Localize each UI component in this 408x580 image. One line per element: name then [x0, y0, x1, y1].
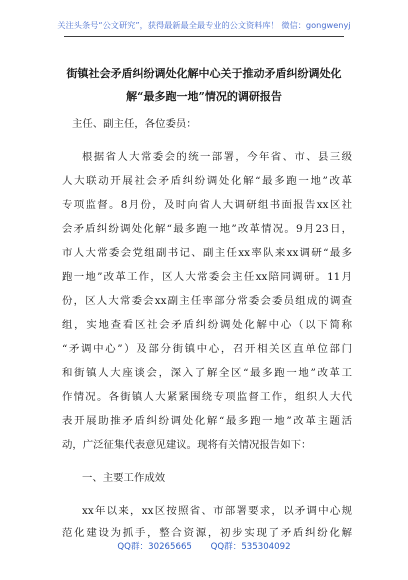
page-footer — [0, 540, 408, 552]
salutation: 主任、副主任，各位委员： — [72, 118, 197, 130]
qq-group-2: QQ群：535304092 — [210, 542, 291, 552]
body-line: 动，广泛征集代表意见建议。现将有关情况报告如下： — [62, 439, 312, 451]
body-line: “矛调中心”）及部分街镇中心，召开相关区直单位部门 — [62, 343, 352, 355]
document-title — [46, 62, 362, 108]
body-line: 跑一地”改革工作，区人大常委会主任xx陪同调研。11月 — [62, 271, 352, 283]
body-line: 作情况。各街镇人大紧紧围绕专项监督工作，组织人大代 — [62, 391, 352, 403]
body-line: 份，区人大常委会xx副主任率部分常委会委员组成的调查 — [62, 295, 352, 307]
body-line: xx年以来，xx区按照省、市部署要求，以矛调中心规 — [82, 505, 352, 517]
page-header: 关注头条号“公文研究”，获得最新最全最专业的公文资料库！ 微信：gongwenyj — [57, 20, 351, 30]
header-divider — [64, 36, 344, 37]
body-line: 表开展助推矛盾纠纷调处化解“最多跑一地”改革主题活 — [62, 415, 352, 427]
body-line: 人大联动开展社会矛盾纠纷调处化解“最多跑一地”改革 — [62, 175, 352, 187]
body-line: 和街镇人大座谈会，深入了解全区“最多跑一地”改革工 — [62, 367, 352, 379]
body-line: 根据省人大常委会的统一部署，今年省、市、县三级 — [82, 151, 352, 163]
body-line: 专项监督。8月份，及时向省人大调研组书面报告xx区社 — [62, 199, 352, 211]
body-line: 范化建设为抓手，整合资源，初步实现了矛盾纠纷化解 — [62, 527, 352, 539]
section-heading: 一、主要工作成效 — [82, 472, 166, 484]
qq-group-1: QQ群：30265665 — [117, 542, 192, 552]
title-line: 解“最多跑一地”情况的调研报告 — [126, 90, 282, 103]
body-line: 组，实地查看区社会矛盾纠纷调处化解中心（以下简称 — [62, 319, 352, 331]
title-line: 街镇社会矛盾纠纷调处化解中心关于推动矛盾纠纷调处化 — [66, 67, 342, 80]
body-line: 市人大常委会党组副书记、副主任xx率队来xx调研“最多 — [62, 247, 352, 259]
body-line: 会矛盾纠纷调处化解“最多跑一地”改革情况。9月23日， — [62, 223, 352, 235]
